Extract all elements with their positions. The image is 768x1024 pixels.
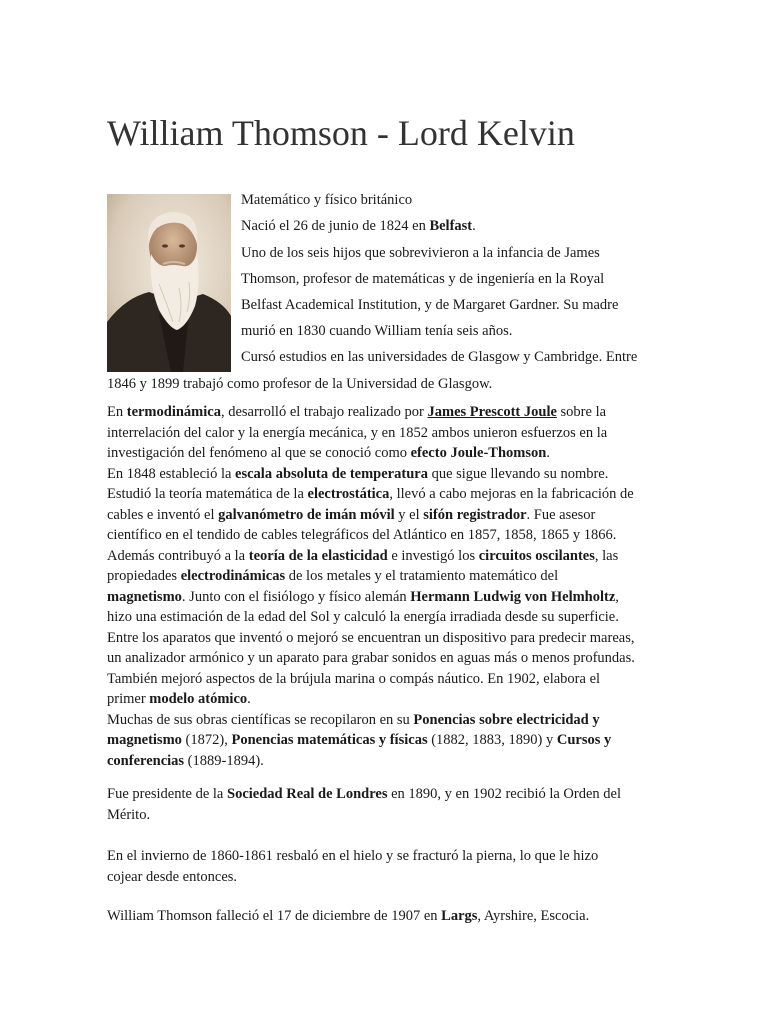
belfast-highlight: Belfast: [429, 218, 473, 234]
paragraph-injury: En el invierno de 1860-1861 resbaló en el hielo y se fracturó la pierna, lo que le hizo cojear desde entonces.: [107, 848, 599, 885]
page-title: William Thomson - Lord Kelvin: [107, 113, 575, 153]
intro-line: Matemático y físico británico: [241, 192, 413, 208]
joule-link[interactable]: James Prescott Joule: [427, 404, 557, 420]
intro-line: Belfast Academical Institution, y de Margaret Gardner. Su madre: [241, 297, 619, 313]
paragraph-thermodynamics: En termodinámica, desarrolló el trabajo realizado por James Prescott Joule sobre la interrelación del calor y la energía mecánica, y en 1852 ambos unieron esfuerzos en la investigación del fenómeno al que se conoció como efecto Joule-Thomson. En 1848 estableció la escala absoluta de temperatura que sigue llevando su nombre. Estudió la teoría matemática de la electrostática, llevó a cabo mejoras en la fabricación de cables e inventó el galvanómetro de imán móvil y el sifón registrador. Fue asesor científico en el tendido de cables telegráficos del Atlántico en 1857, 1858, 1865 y 1866. Además contribuyó a la teoría de la elasticidad e investigó los circuitos oscilantes, las propiedades electrodinámicas de los metales y el tratamiento matemático del magnetismo. Junto con el fisiólogo y físico alemán Hermann Ludwig von Helmholtz, hizo una estimación de la edad del Sol y calculó la energía irradiada desde su superficie. Entre los aparatos que inventó o mejoró se encuentran un dispositivo para predecir mareas, un analizador armónico y un aparato para grabar sonidos en aguas más o menos profundas. También mejoró aspectos de la brújula marina o compás náutico. En 1902, elabora el primer modelo atómico. Muchas de sus obras científicas se recopilaron en su Ponencias sobre electricidad y magnetismo (1872), Ponencias matemáticas y físicas (1882, 1883, 1890) y Cursos y conferencias (1889-1894).: [107, 404, 635, 769]
intro-line: murió en 1830 cuando William tenía seis años.: [241, 323, 513, 339]
intro-line: Uno de los seis hijos que sobrevivieron a la infancia de James: [241, 245, 600, 261]
paragraph-royal-society: Fue presidente de la Sociedad Real de Londres en 1890, y en 1902 recibió la Orden del Mérito.: [107, 786, 622, 823]
intro-line: 1846 y 1899 trabajó como profesor de la Universidad de Glasgow.: [107, 376, 493, 392]
intro-line: Thomson, profesor de matemáticas y de ingeniería en la Royal: [241, 271, 605, 287]
intro-line: Nació el 26 de junio de 1824 en Belfast.: [241, 218, 476, 234]
intro-line: Cursó estudios en las universidades de Glasgow y Cambridge. Entre: [241, 349, 638, 365]
portrait-photo: [107, 194, 231, 372]
paragraph-death: William Thomson falleció el 17 de diciembre de 1907 en Largs, Ayrshire, Escocia.: [107, 908, 590, 924]
